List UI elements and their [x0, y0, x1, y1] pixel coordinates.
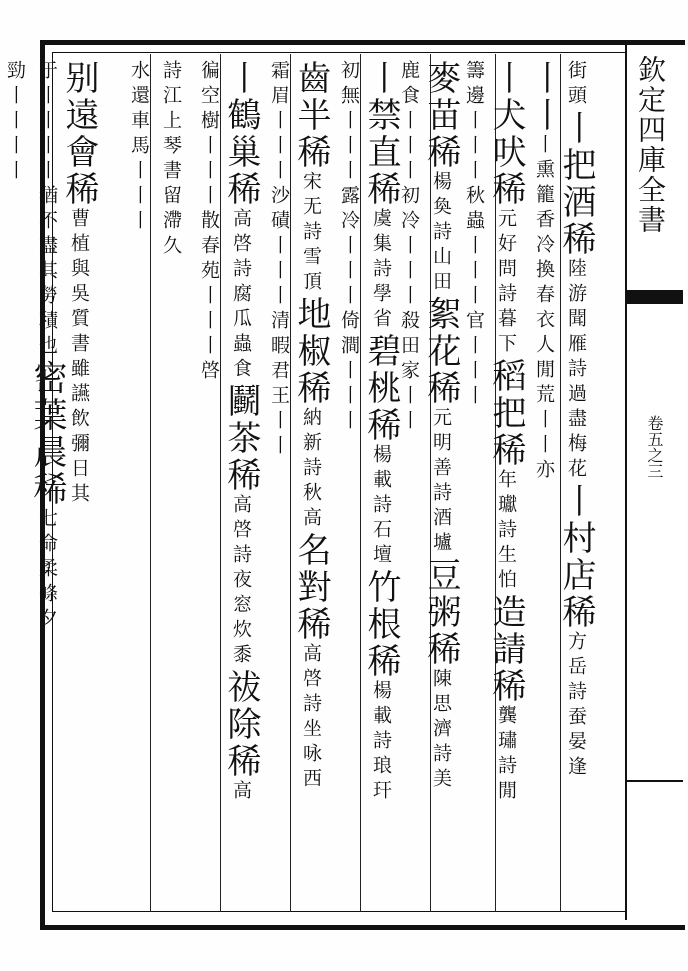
- annotation-text: 于丨丨丨丨猶不盡其勞積也: [36, 60, 58, 360]
- annotation-text: 納新詩秋高: [300, 407, 322, 532]
- annotation-text: 丨熏籠香冷換春衣: [533, 134, 555, 334]
- annotation-text: 虞集詩學省: [370, 208, 392, 333]
- entry-heading: 齒半稀: [291, 60, 331, 171]
- annotation-text: 初無丨丨丨: [338, 60, 360, 185]
- entry-heading: 豆粥稀: [421, 557, 461, 668]
- annotation-text: 殺田家丨丨: [398, 310, 420, 435]
- entry-heading: 把酒稀: [556, 147, 596, 258]
- text-column: [4, 60, 42, 910]
- annotation-text: 鹿食丨丨丨: [398, 60, 420, 185]
- entry-heading: 竹根稀: [361, 569, 401, 680]
- annotation-text: 露冷丨丨丨: [338, 185, 360, 310]
- annotation-text: 啓: [198, 360, 220, 385]
- entry-heading: 密葉晨稀: [27, 360, 67, 508]
- annotation-text: 倚澗丨丨丨: [338, 310, 360, 435]
- annotation-text: 方岳詩蚕晏逢: [565, 631, 587, 781]
- annotation-text: 初冷丨丨丨: [398, 185, 420, 310]
- annotation-text: 元明善詩酒壚: [430, 407, 452, 557]
- annotation-text: 高: [230, 780, 252, 805]
- annotation-text: 曹植與吳質書雖讌飲彌日其: [68, 208, 90, 508]
- entry-heading: 村店稀: [556, 520, 596, 631]
- annotation-text: 勁丨丨丨丨: [4, 60, 26, 185]
- annotation-text: 高啓詩腐瓜蟲食: [230, 208, 252, 383]
- entry-heading: 丨: [556, 483, 596, 520]
- entry-heading: 丨: [486, 60, 526, 97]
- text-column: [463, 60, 501, 910]
- text-column: [524, 60, 571, 910]
- annotation-text: 徧空樹丨丨丨: [198, 60, 220, 210]
- book-title: 欽定四庫全書: [634, 55, 667, 235]
- annotation-text: 宋无詩雪頂: [300, 171, 322, 296]
- annotation-text: 年瓛詩生怕: [495, 469, 517, 594]
- annotation-text: 水還車馬丨丨丨: [128, 60, 150, 235]
- entry-heading: 碧桃稀: [361, 333, 401, 444]
- entry-heading: 别遠會稀: [59, 60, 99, 208]
- fish-tail-mark: [627, 290, 683, 304]
- annotation-text: 籌邊丨丨丨: [463, 60, 485, 185]
- annotation-text: 詩江上琴書留滯久: [160, 60, 182, 260]
- annotation-text: 沙磧丨丨丨: [268, 185, 290, 310]
- annotation-text: 秋蟲丨丨丨: [463, 185, 485, 310]
- annotation-text: 楊載詩琅玕: [370, 680, 392, 805]
- volume-number: 卷五之三: [645, 415, 664, 479]
- entry-heading: 丨: [221, 60, 261, 97]
- entry-heading: 造請稀: [486, 594, 526, 705]
- annotation-text: 官丨丨丨: [463, 310, 485, 410]
- entry-heading: 鬬茶稀: [221, 383, 261, 494]
- annotation-text: 街頭: [565, 60, 587, 110]
- header-rule: [627, 780, 683, 782]
- annotation-text: 陳思濟詩美: [430, 668, 452, 793]
- annotation-text: 散春苑丨丨丨: [198, 210, 220, 360]
- annotation-text: 楊奐詩山田: [430, 171, 452, 296]
- annotation-text: 七命柔條夕: [36, 508, 58, 633]
- text-column: [198, 60, 236, 910]
- text-column: [338, 60, 376, 910]
- annotation-text: 高啓詩夜窓炊黍: [230, 494, 252, 669]
- entry-heading: 麥苗稀: [421, 60, 461, 171]
- entry-heading: 地椒稀: [291, 296, 331, 407]
- entry-heading: 鶴巢稀: [221, 97, 261, 208]
- text-column: [268, 60, 306, 910]
- annotation-text: 清暇君王丨丨: [268, 310, 290, 460]
- entry-heading: 禁直稀: [361, 97, 401, 208]
- annotation-text: 高啓詩坐咏西: [300, 643, 322, 793]
- annotation-text: 楊載詩石壇: [370, 444, 392, 569]
- annotation-text: 龔璛詩閒: [495, 705, 517, 805]
- entry-heading: 稻把稀: [486, 358, 526, 469]
- annotation-text: 霜眉丨丨丨: [268, 60, 290, 185]
- entry-heading: 祓除稀: [221, 669, 261, 780]
- entry-heading: 丨丨: [524, 60, 564, 134]
- entry-heading: 名對稀: [291, 532, 331, 643]
- entry-heading: 犬吠稀: [486, 97, 526, 208]
- annotation-text: 人閒荒丨丨亦: [533, 334, 555, 484]
- entry-heading: 丨: [556, 110, 596, 147]
- entry-heading: 丨: [361, 60, 401, 97]
- annotation-text: 元好問詩暮下: [495, 208, 517, 358]
- annotation-text: 陸游聞雁詩過盡梅花: [565, 258, 587, 483]
- entry-heading: 絮花稀: [421, 296, 461, 407]
- text-column: [128, 60, 166, 910]
